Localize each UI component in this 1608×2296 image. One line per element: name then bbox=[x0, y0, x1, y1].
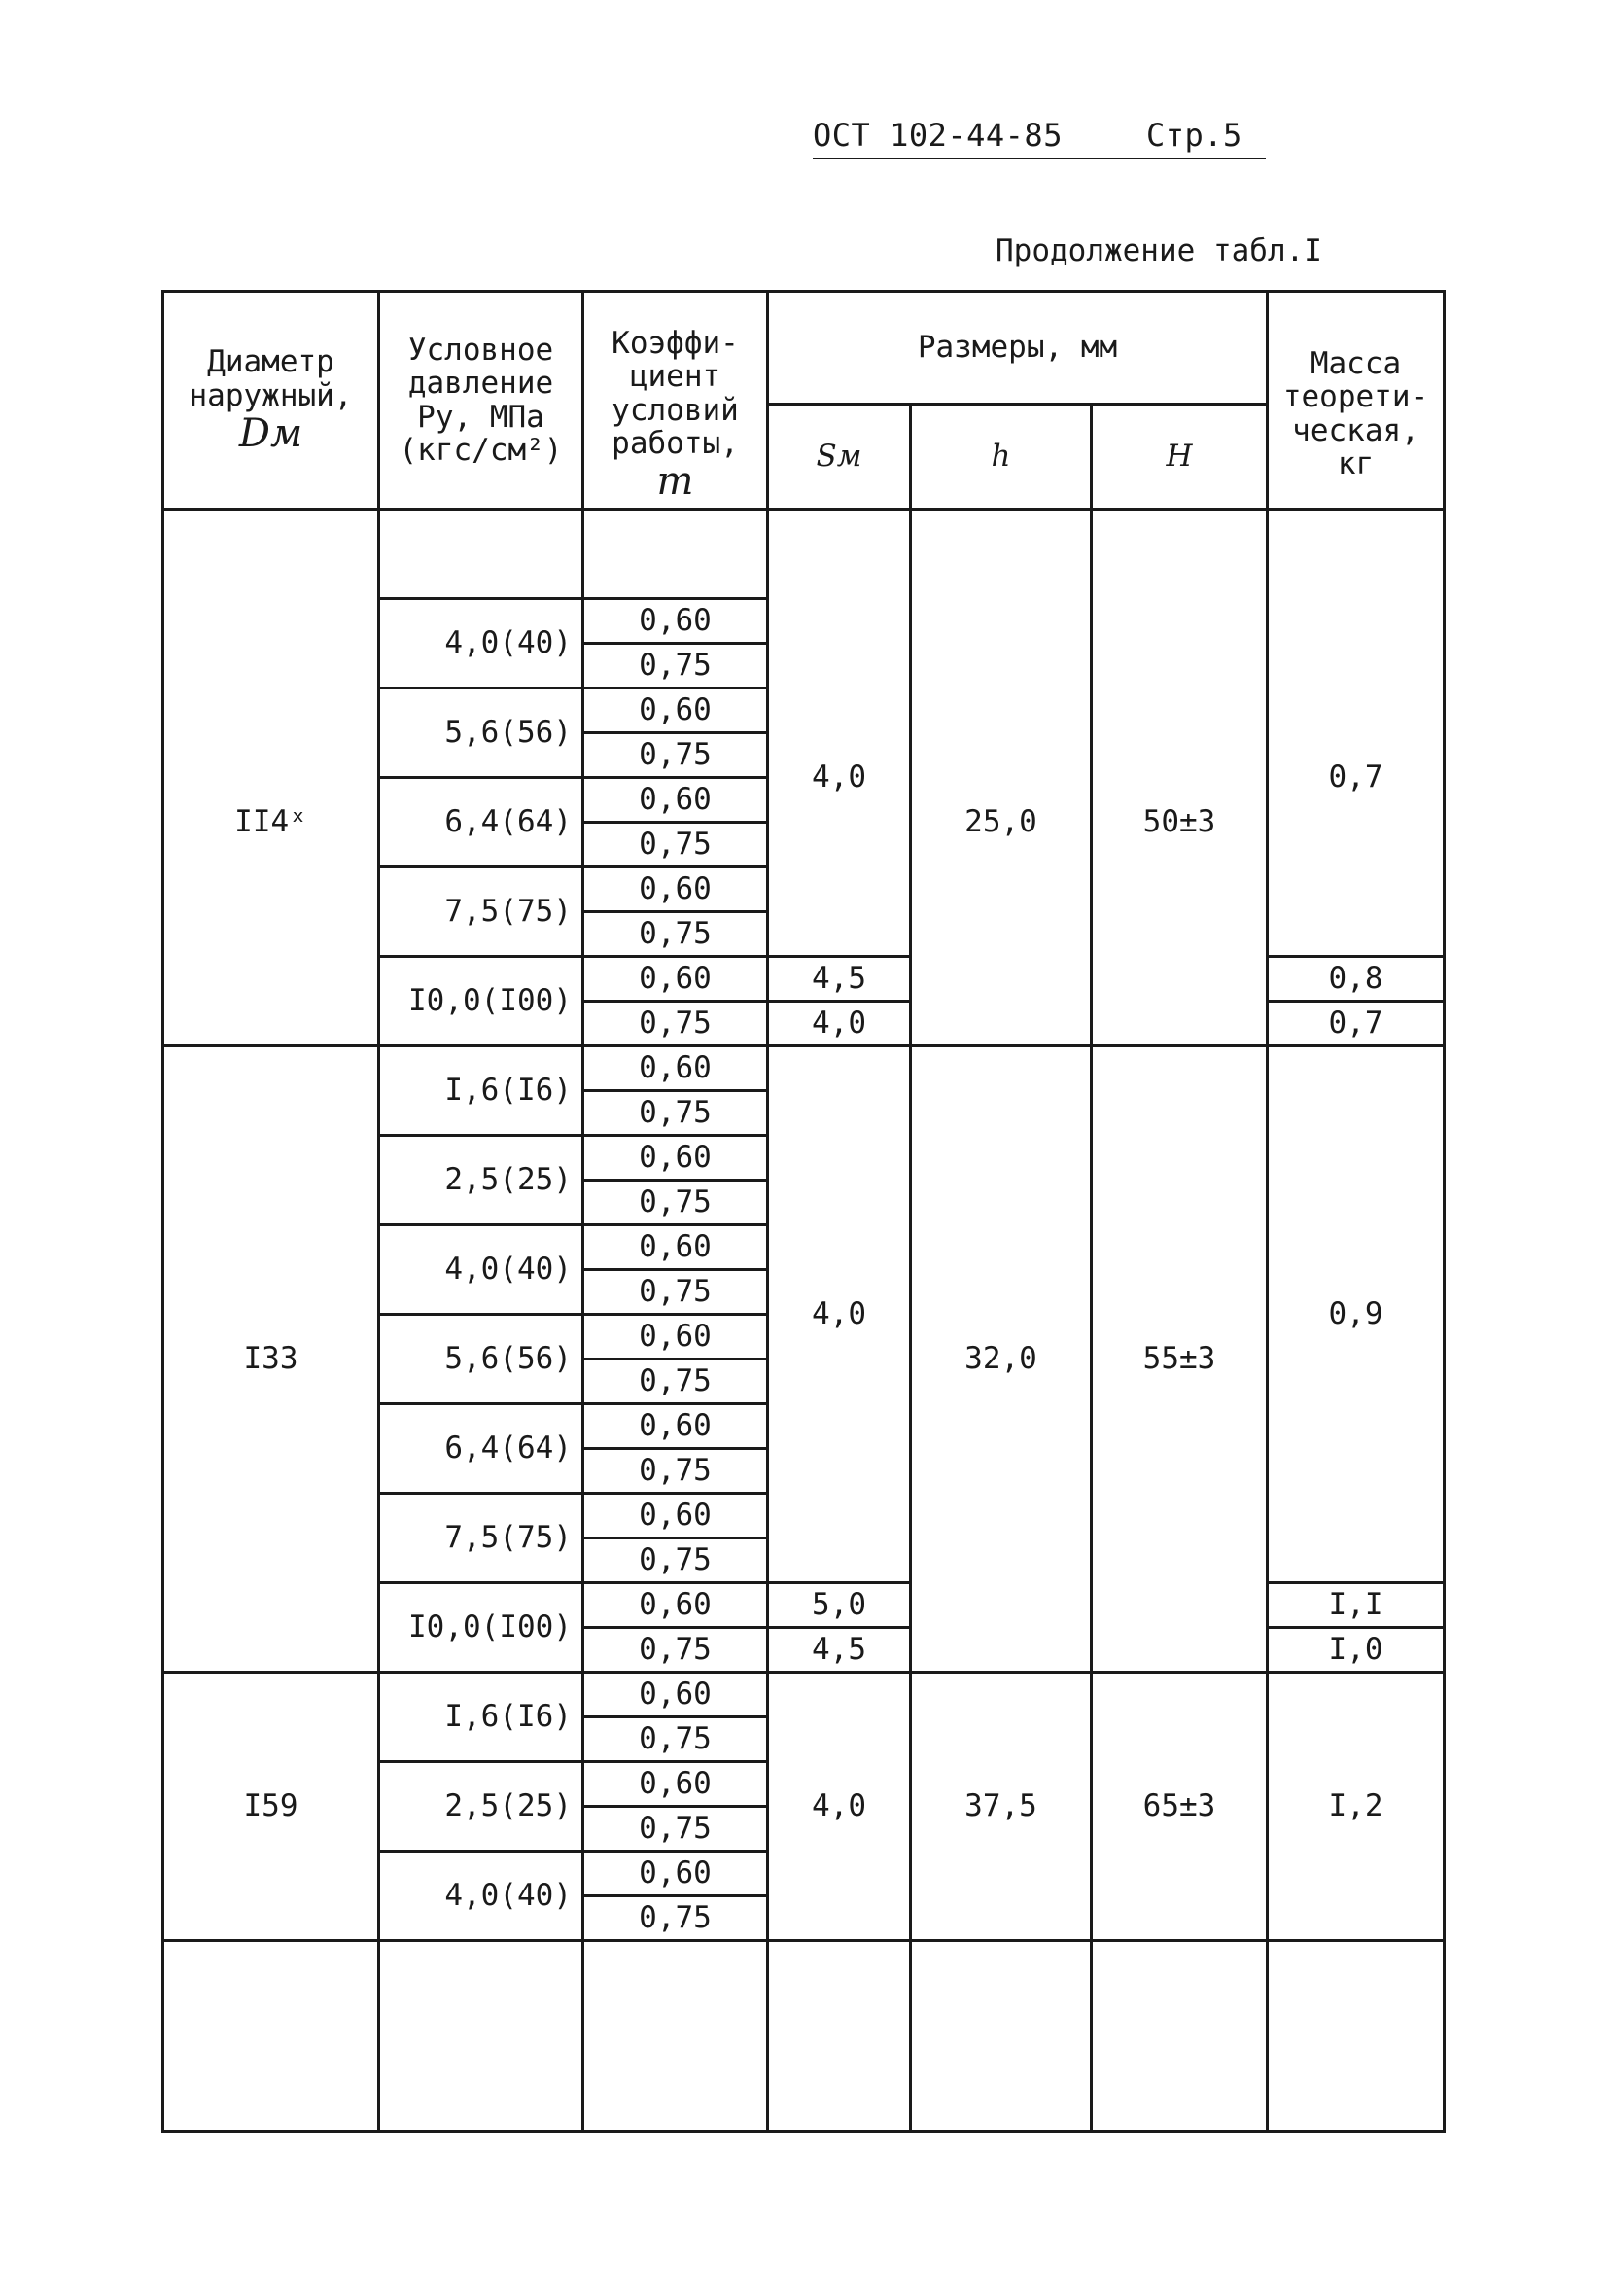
header-h: h bbox=[911, 405, 1092, 510]
coefficient-cell: 0,75 bbox=[583, 1360, 768, 1404]
H-cell: 65±3 bbox=[1092, 1673, 1268, 1941]
h-cell: 37,5 bbox=[911, 1673, 1092, 1941]
coefficient-cell: 0,75 bbox=[583, 644, 768, 689]
spacer-cell bbox=[163, 510, 379, 599]
spacer-cell bbox=[768, 510, 911, 599]
coefficient-cell: 0,75 bbox=[583, 1896, 768, 1941]
pressure-cell: 7,5(75) bbox=[379, 1494, 583, 1583]
s-cell: 4,5 bbox=[768, 1628, 911, 1673]
coefficient-cell: 0,60 bbox=[583, 1225, 768, 1270]
s-cell: 4,0 bbox=[768, 1673, 911, 1941]
pressure-cell: 4,0(40) bbox=[379, 1225, 583, 1315]
pressure-cell: 6,4(64) bbox=[379, 1404, 583, 1494]
blank-cell bbox=[768, 1941, 911, 2132]
blank-cell bbox=[1268, 1941, 1445, 2132]
pressure-cell: 2,5(25) bbox=[379, 1136, 583, 1225]
coefficient-cell: 0,60 bbox=[583, 1494, 768, 1538]
page-number: Стр.5 bbox=[1145, 117, 1242, 154]
pressure-cell: 5,6(56) bbox=[379, 1315, 583, 1404]
H-cell: 55±3 bbox=[1092, 1046, 1268, 1673]
header-s: Sм bbox=[768, 405, 911, 510]
diameter-cell: I33 bbox=[163, 1046, 379, 1673]
mass-cell: 0,8 bbox=[1268, 957, 1445, 1002]
blank-cell bbox=[379, 1941, 583, 2132]
coefficient-cell: 0,75 bbox=[583, 912, 768, 957]
mass-cell: 0,9 bbox=[1268, 1046, 1445, 1583]
mass-cell: I,2 bbox=[1268, 1673, 1445, 1941]
blank-cell bbox=[583, 1941, 768, 2132]
coefficient-cell: 0,60 bbox=[583, 867, 768, 912]
coefficient-cell: 0,60 bbox=[583, 1136, 768, 1181]
s-cell: 4,0 bbox=[768, 1046, 911, 1583]
coefficient-cell: 0,75 bbox=[583, 1807, 768, 1852]
coefficient-cell: 0,75 bbox=[583, 1628, 768, 1673]
document-header bbox=[813, 117, 1266, 159]
coefficient-cell: 0,60 bbox=[583, 689, 768, 733]
header-mass: Масса теорети- ческая, кг bbox=[1268, 292, 1445, 510]
coefficient-cell: 0,75 bbox=[583, 1538, 768, 1583]
mass-cell: 0,7 bbox=[1268, 599, 1445, 957]
spacer-cell bbox=[379, 510, 583, 599]
blank-cell bbox=[911, 1941, 1092, 2132]
pressure-cell: 5,6(56) bbox=[379, 689, 583, 778]
pipe-parameters-table bbox=[161, 290, 1446, 2133]
coefficient-cell: 0,75 bbox=[583, 733, 768, 778]
coefficient-cell: 0,60 bbox=[583, 1673, 768, 1717]
spacer-cell bbox=[1268, 510, 1445, 599]
coefficient-cell: 0,75 bbox=[583, 1181, 768, 1225]
diameter-cell: II4ˣ bbox=[163, 599, 379, 1046]
table-row bbox=[163, 1046, 1445, 1091]
coefficient-cell: 0,60 bbox=[583, 1762, 768, 1807]
spacer-cell bbox=[1092, 510, 1268, 599]
mass-cell: I,0 bbox=[1268, 1628, 1445, 1673]
h-cell: 25,0 bbox=[911, 599, 1092, 1046]
s-cell: 4,0 bbox=[768, 1002, 911, 1046]
pressure-cell: 4,0(40) bbox=[379, 599, 583, 689]
mass-cell: 0,7 bbox=[1268, 1002, 1445, 1046]
pressure-cell: I,6(I6) bbox=[379, 1673, 583, 1762]
coefficient-cell: 0,75 bbox=[583, 823, 768, 867]
coefficient-cell: 0,75 bbox=[583, 1449, 768, 1494]
pressure-cell: 7,5(75) bbox=[379, 867, 583, 957]
header-sizes: Размеры, мм bbox=[768, 292, 1268, 405]
coefficient-cell: 0,75 bbox=[583, 1091, 768, 1136]
coefficient-cell: 0,75 bbox=[583, 1270, 768, 1315]
coefficient-cell: 0,60 bbox=[583, 778, 768, 823]
header-H: H bbox=[1092, 405, 1268, 510]
coefficient-cell: 0,60 bbox=[583, 1315, 768, 1360]
table-row bbox=[163, 1673, 1445, 1717]
mass-cell: I,I bbox=[1268, 1583, 1445, 1628]
h-cell: 32,0 bbox=[911, 1046, 1092, 1673]
s-cell: 4,0 bbox=[768, 599, 911, 957]
header-coefficient: Коэффи- циент условий работы, m bbox=[583, 292, 768, 510]
pressure-cell: 4,0(40) bbox=[379, 1852, 583, 1941]
blank-cell bbox=[1092, 1941, 1268, 2132]
spacer-cell bbox=[911, 510, 1092, 599]
pressure-cell: 2,5(25) bbox=[379, 1762, 583, 1852]
H-cell: 50±3 bbox=[1092, 599, 1268, 1046]
pressure-cell: I,6(I6) bbox=[379, 1046, 583, 1136]
table-body bbox=[163, 510, 1445, 2132]
coefficient-cell: 0,60 bbox=[583, 1852, 768, 1896]
coefficient-cell: 0,60 bbox=[583, 1404, 768, 1449]
coefficient-cell: 0,75 bbox=[583, 1002, 768, 1046]
pressure-cell: I0,0(I00) bbox=[379, 957, 583, 1046]
coefficient-cell: 0,60 bbox=[583, 957, 768, 1002]
header-pressure: Условное давление Pу, МПа (кгс/см²) bbox=[379, 292, 583, 510]
blank-cell bbox=[163, 1941, 379, 2132]
table-caption: Продолжение табл.I bbox=[996, 233, 1322, 268]
coefficient-cell: 0,60 bbox=[583, 1583, 768, 1628]
header-diameter: Диаметр наружный, Dм bbox=[163, 292, 379, 510]
diameter-cell: I59 bbox=[163, 1673, 379, 1941]
pressure-cell: I0,0(I00) bbox=[379, 1583, 583, 1673]
pressure-cell: 6,4(64) bbox=[379, 778, 583, 867]
standard-number: ОСТ 102-44-85 bbox=[813, 117, 1063, 154]
s-cell: 5,0 bbox=[768, 1583, 911, 1628]
table-row bbox=[163, 599, 1445, 644]
coefficient-cell: 0,60 bbox=[583, 599, 768, 644]
spacer-cell bbox=[583, 510, 768, 599]
blank-row bbox=[163, 1941, 1445, 2132]
s-cell: 4,5 bbox=[768, 957, 911, 1002]
coefficient-cell: 0,75 bbox=[583, 1717, 768, 1762]
coefficient-cell: 0,60 bbox=[583, 1046, 768, 1091]
